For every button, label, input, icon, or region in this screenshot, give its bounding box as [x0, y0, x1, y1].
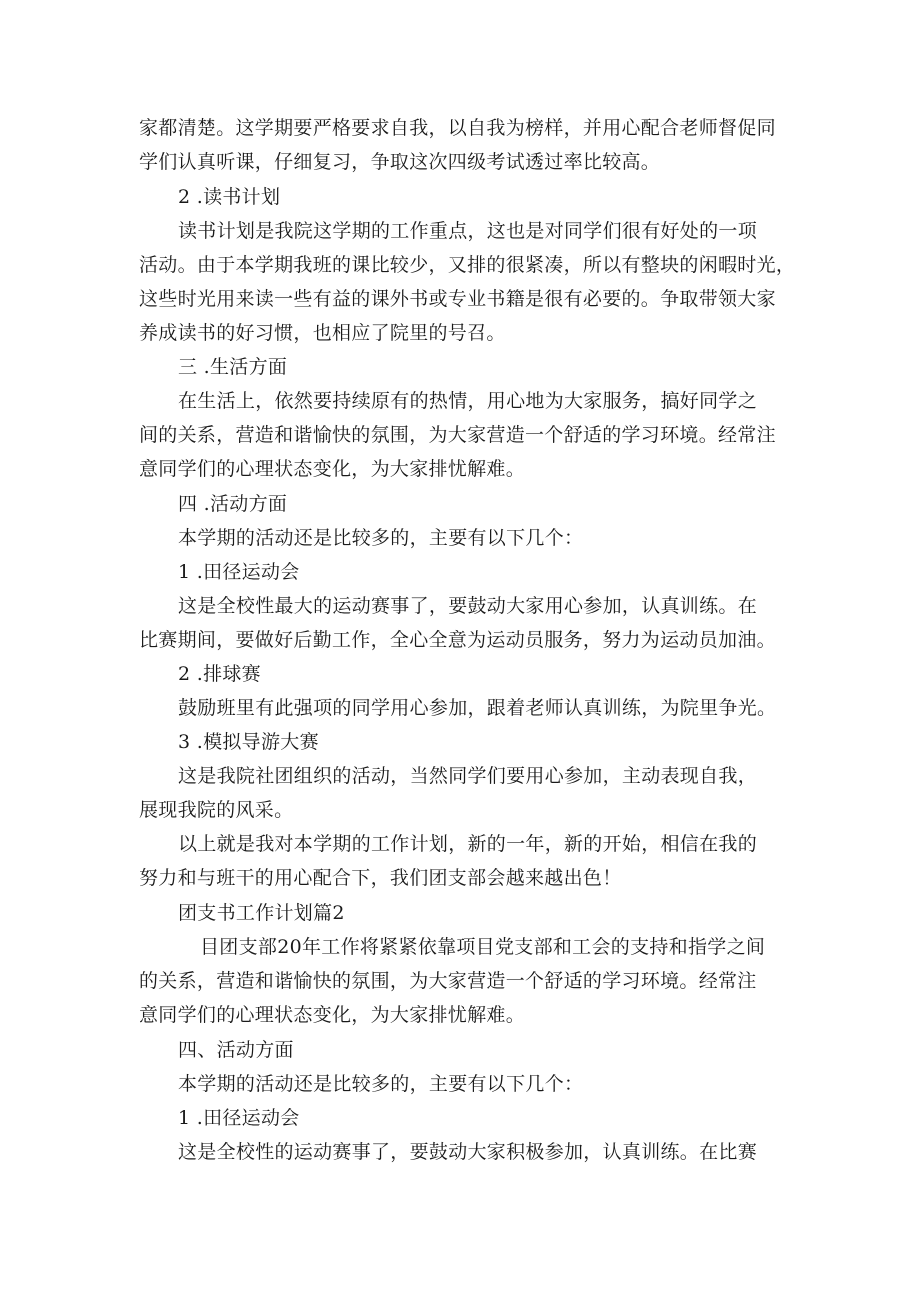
paragraph-line: 鼓励班里有此强项的同学用心参加，跟着老师认真训练，为院里争光。: [178, 697, 777, 719]
paragraph-line: 学们认真听课，仔细复习，争取这次四级考试透过率比较高。: [139, 151, 661, 173]
paragraph-line: 本学期的活动还是比较多的，主要有以下几个：: [178, 527, 584, 549]
paragraph-line: 的关系，营造和谐愉快的氛围，为大家营造一个舒适的学习环境。经常注: [139, 970, 757, 992]
paragraph-line: 家都清楚。这学期要严格要求自我，以自我为榜样，并用心配合老师督促同: [139, 117, 776, 139]
paragraph-line: 意同学们的心理状态变化，为大家排忧解难。: [139, 458, 526, 480]
paragraph-line: 本学期的活动还是比较多的，主要有以下几个：: [178, 1073, 584, 1095]
section-heading: 四、活动方面: [178, 1039, 294, 1061]
paragraph-line: 养成读书的好习惯，也相应了院里的号召。: [139, 322, 506, 344]
section-heading: 四 .活动方面: [178, 493, 288, 515]
paragraph-line: 这是全校性的运动赛事了，要鼓动大家积极参加，认真训练。在比赛: [178, 1141, 758, 1163]
section-heading: 三 .生活方面: [178, 356, 288, 378]
article-title: 团支书工作计划篇2: [178, 902, 345, 924]
paragraph-line: 活动。由于本学期我班的课比较少，又排的很紧凑，所以有整块的闲暇时光，: [139, 254, 796, 276]
section-heading: 3 .模拟导游大赛: [178, 731, 319, 753]
paragraph-line: 比赛期间，要做好后勤工作，全心全意为运动员服务，努力为运动员加油。: [139, 629, 776, 651]
paragraph-line: 目团支部20年工作将紧紧依靠项目党支部和工会的支持和指学之间: [200, 936, 766, 958]
paragraph-line: 这些时光用来读一些有益的课外书或专业书籍是很有必要的。争取带领大家: [139, 288, 776, 310]
paragraph-line: 意同学们的心理状态变化，为大家排忧解难。: [139, 1004, 526, 1026]
paragraph-line: 以上就是我对本学期的工作计划，新的一年，新的开始，相信在我的: [178, 833, 758, 855]
paragraph-line: 这是我院社团组织的活动，当然同学们要用心参加，主动表现自我，: [178, 765, 758, 787]
section-heading: 2 .排球赛: [178, 663, 261, 685]
paragraph-line: 间的关系，营造和谐愉快的氛围，为大家营造一个舒适的学习环境。经常注: [139, 424, 776, 446]
paragraph-line: 读书计划是我院这学期的工作重点，这也是对同学们很有好处的一项: [178, 220, 758, 242]
section-heading: 1 .田径运动会: [178, 561, 300, 583]
paragraph-line: 这是全校性最大的运动赛事了，要鼓动大家用心参加，认真训练。在: [178, 595, 758, 617]
paragraph-line: 展现我院的风采。: [139, 799, 294, 821]
section-heading: 2 .读书计划: [178, 186, 281, 208]
paragraph-line: 在生活上，依然要持续原有的热情，用心地为大家服务，搞好同学之: [178, 390, 758, 412]
section-heading: 1 .田径运动会: [178, 1107, 300, 1129]
paragraph-line: 努力和与班干的用心配合下，我们团支部会越来越出色！: [139, 867, 622, 889]
